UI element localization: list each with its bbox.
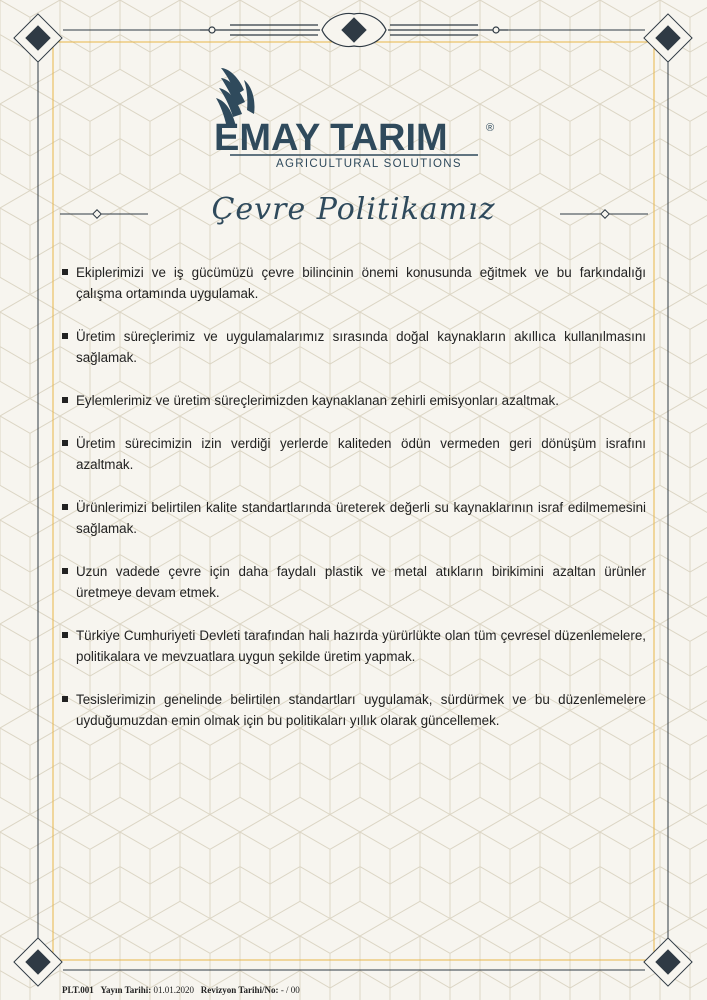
policy-item [62, 262, 646, 304]
policy-text: Üretim sürecimizin izin verdiği yerlerde kaliteden ödün vermeden geri dönüşüm israfını azaltmak. [76, 436, 646, 472]
registered-mark: ® [486, 122, 495, 134]
document-footer [62, 985, 300, 995]
policy-text: Eylemlerimiz ve üretim süreçlerimizden kaynaklanan zehirli emisyonları azaltmak. [76, 393, 559, 408]
policy-text: Üretim süreçlerimiz ve uygulamalarımız sırasında doğal kaynakların akıllıca kullanılmasını sağlamak. [76, 329, 646, 365]
bullet-icon [62, 397, 68, 403]
bullet-icon [62, 504, 68, 510]
policy-item [62, 689, 646, 731]
policy-list [62, 262, 646, 753]
policy-text: Uzun vadede çevre için daha faydalı plastik ve metal atıkların birikimini azaltan ürünler üretmeye devam etmek. [76, 564, 646, 600]
policy-item [62, 433, 646, 475]
policy-item [62, 390, 646, 411]
policy-text: Türkiye Cumhuriyeti Devleti tarafından hali hazırda yürürlükte olan tüm çevresel düzenlemelere, politikalara ve mevzuatlara uygun şekilde üretim yapmak. [76, 628, 646, 664]
bullet-icon [62, 440, 68, 446]
bullet-icon [62, 333, 68, 339]
revision-label: Revizyon Tarihi/No: [200, 985, 279, 995]
page-title: Çevre Politikamız [211, 192, 496, 227]
bullet-icon [62, 568, 68, 574]
policy-item [62, 326, 646, 368]
bullet-icon [62, 632, 68, 638]
revision-value: - / 00 [280, 985, 300, 995]
company-logo [210, 62, 500, 182]
policy-text: Ekiplerimizi ve iş gücümüzü çevre bilincinin önemi konusunda eğitmek ve bu farkındalığı çalışma ortamında uygulamak. [76, 265, 646, 301]
logo-brand: EMAY TARIM [214, 117, 448, 159]
publish-label: Yayın Tarihi: [100, 985, 152, 995]
bullet-icon [62, 269, 68, 275]
policy-item [62, 497, 646, 539]
policy-item [62, 561, 646, 603]
policy-text: Tesislerimizin genelinde belirtilen standartları uygulamak, sürdürmek ve bu düzenlemelere uyduğumuzdan emin olmak için bu politikaları yıllık olarak güncellemek. [76, 692, 646, 728]
policy-item [62, 625, 646, 667]
publish-date: 01.01.2020 [153, 985, 195, 995]
bullet-icon [62, 696, 68, 702]
document-code: PLT.001 [62, 985, 94, 995]
logo-tagline: AGRICULTURAL SOLUTIONS [276, 158, 462, 170]
policy-text: Ürünlerimizi belirtilen kalite standartlarında üreterek değerli su kaynaklarının israf edilmemesini sağlamak. [76, 500, 646, 536]
